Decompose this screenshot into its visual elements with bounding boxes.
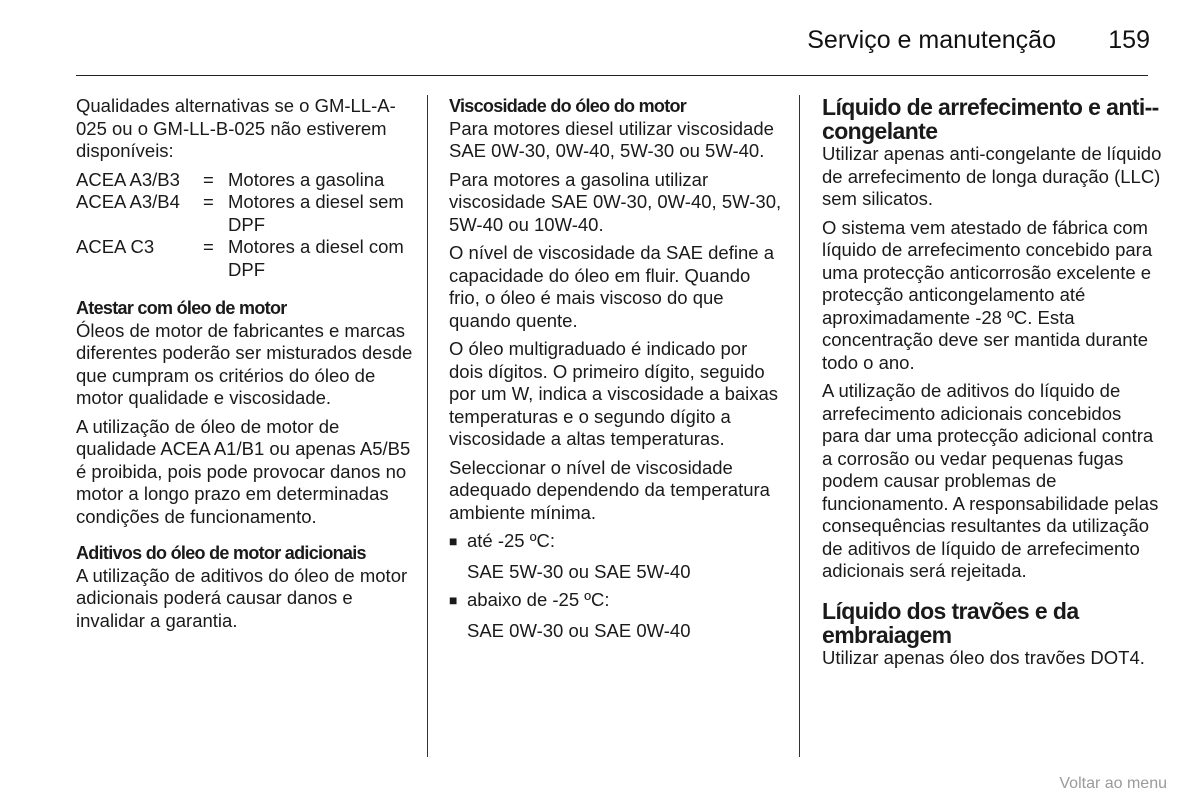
acea-equals: =	[203, 236, 214, 257]
bullet-value: SAE 5W-30 ou SAE 5W-40	[467, 560, 691, 582]
acea-code: ACEA A3/B3	[76, 168, 180, 190]
bullet-square-icon: ■	[449, 533, 458, 549]
back-to-menu-link[interactable]: Voltar ao menu	[1059, 775, 1167, 792]
viscosity-heading: Viscosidade do óleo do motor	[449, 96, 687, 116]
topping-up-heading: Atestar com óleo de motor	[76, 298, 287, 318]
column-divider-left	[427, 95, 428, 757]
header-divider	[76, 75, 1148, 76]
acea-desc: Motores a diesel com DPF	[228, 236, 404, 280]
page-number: 159	[1108, 26, 1150, 54]
acea-code: ACEA A3/B4	[76, 191, 180, 212]
acea-equals: =	[203, 168, 214, 190]
bullet-value: SAE 0W-30 ou SAE 0W-40	[467, 619, 691, 641]
topping-up-paragraph-2: A utilização de óleo de motor de qualidade ACEA A1/B1 ou apenas A5/B5 é proibida, pois pode provocar danos no motor a longo prazo em determinadas condições de funcionamento.	[76, 415, 411, 527]
viscosity-paragraph-3: O nível de viscosidade da SAE define a capacidade do óleo em fluir. Quando frio, o óleo é mais viscoso do que quando quente.	[449, 242, 774, 331]
viscosity-paragraph-4: O óleo multigraduado é indicado por dois dígitos. O primeiro dígito, seguido por um W, indica a viscosidade a baixas temperaturas e o segundo dígito a viscosidade a altas temperaturas.	[449, 338, 779, 449]
viscosity-paragraph-2: Para motores a gasolina utilizar viscosidade SAE 0W-30, 0W-40, 5W-30, 5W-40 ou 10W-40.	[449, 168, 782, 235]
brake-fluid-heading: Líquido dos travões e da embraiagem	[822, 597, 1079, 648]
column-divider-right	[799, 95, 800, 757]
coolant-paragraph-3: A utilização de aditivos do líquido de arrefecimento adicionais concebidos para dar uma protecção adicional contra a corrosão ou vedar pequenas fugas podem causar problemas de funcionamento. A responsabilidade pelas consequências resultantes da utilização de aditivos de líquido de arrefecimento adicionais será rejeitada.	[822, 380, 1159, 581]
acea-desc: Motores a gasolina	[228, 168, 385, 190]
bullet-condition: até -25 ºC:	[467, 530, 555, 551]
column-left	[76, 95, 416, 638]
bullet-square-icon: ■	[449, 592, 458, 608]
viscosity-paragraph-1: Para motores diesel utilizar viscosidade SAE 0W-30, 0W-40, 5W-30 ou 5W-40.	[449, 117, 774, 161]
page-header-title: Serviço e manutenção	[807, 26, 1056, 54]
column-middle	[449, 95, 785, 646]
coolant-paragraph-1: Utilizar apenas anti-congelante de líquido de arrefecimento de longa duração (LLC) sem silicatos.	[822, 143, 1162, 209]
coolant-paragraph-2: O sistema vem atestado de fábrica com líquido de arrefecimento concebido para uma protecção anticorrosão excelente e protecção anticongelamento até aproximadamente -28 ºC. Esta concentração deve ser mantida durante todo o ano.	[822, 216, 1153, 373]
column-right	[822, 95, 1162, 675]
topping-up-paragraph-1: Óleos de motor de fabricantes e marcas diferentes poderão ser misturados desde que cumpram os critérios do óleo de motor qualidade e viscosidade.	[76, 319, 413, 408]
coolant-heading: Líquido de arrefecimento e anti--congelante	[822, 94, 1159, 144]
additives-paragraph: A utilização de aditivos do óleo de motor adicionais poderá causar danos e invalidar a garantia.	[76, 564, 408, 631]
list-item	[449, 589, 785, 612]
acea-code: ACEA C3	[76, 236, 155, 257]
acea-table	[76, 169, 416, 282]
bullet-condition: abaixo de -25 ºC:	[467, 589, 610, 610]
acea-desc: Motores a diesel sem DPF	[228, 191, 404, 235]
alternative-qualities-intro: Qualidades alternativas se o GM-LL-A-025 ou o GM-LL-B-025 não estiverem disponíveis:	[76, 95, 396, 161]
additives-heading: Aditivos do óleo de motor adicionais	[76, 543, 366, 563]
brake-fluid-paragraph: Utilizar apenas óleo dos travões DOT4.	[822, 646, 1145, 668]
acea-equals: =	[203, 191, 214, 212]
list-item	[449, 530, 785, 553]
viscosity-paragraph-5: Seleccionar o nível de viscosidade adequado dependendo da temperatura ambiente mínima.	[449, 456, 770, 523]
